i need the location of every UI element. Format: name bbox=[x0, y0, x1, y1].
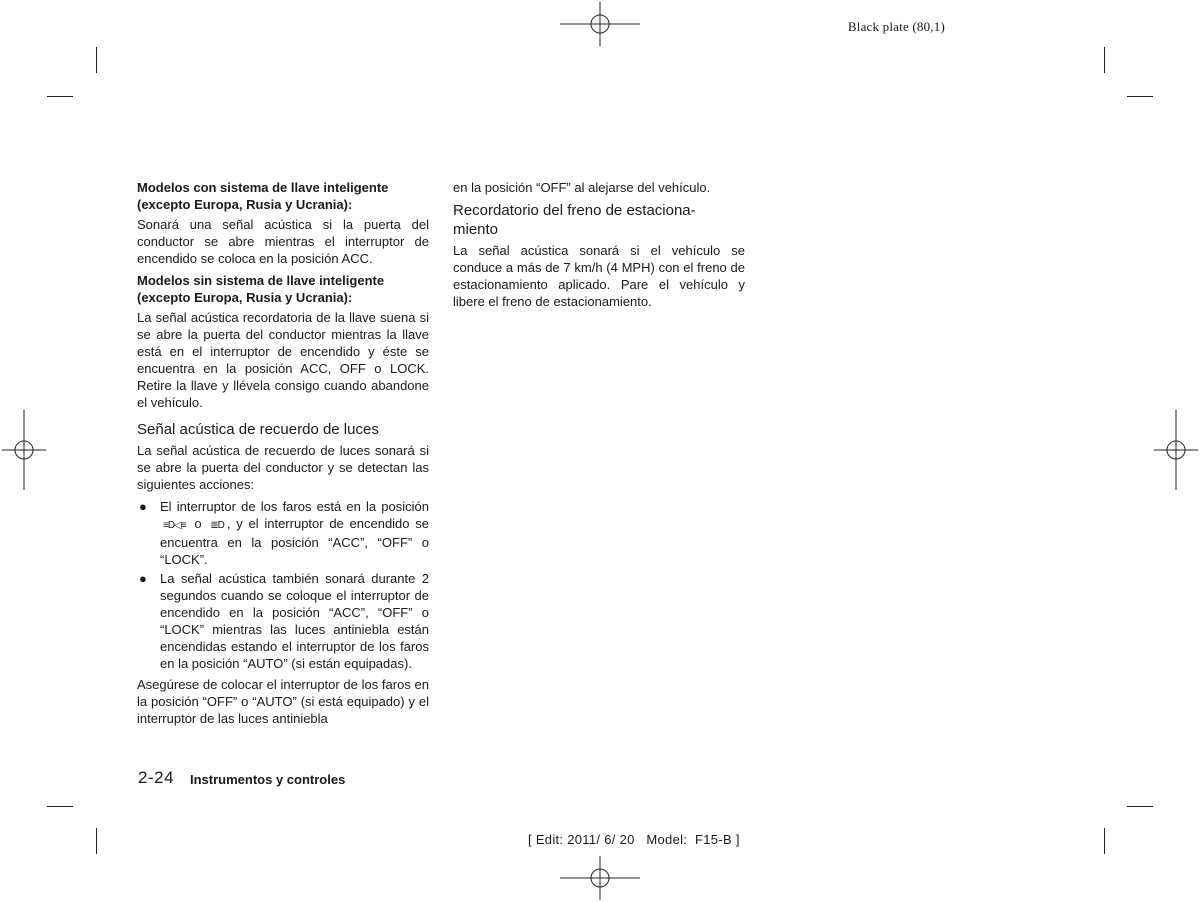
registration-crosshair-top bbox=[560, 2, 640, 46]
crop-mark bbox=[1104, 828, 1105, 854]
headlight-on-icon: ≣D bbox=[210, 520, 224, 531]
crop-mark bbox=[96, 47, 97, 73]
crop-mark bbox=[47, 806, 73, 807]
paragraph-smart-key: Sonará una señal acústica si la puerta del conductor se abre mientras el interruptor de encendido se coloca en la posición ACC. bbox=[137, 217, 429, 266]
heading-smart-key: Modelos con sistema de llave inteligente (excepto Europa, Rusia y Ucrania): bbox=[137, 180, 389, 212]
page-number: 2-24 bbox=[138, 768, 175, 787]
edit-info: [ Edit: 2011/ 6/ 20 Model: F15-B ] bbox=[528, 832, 740, 847]
crop-mark bbox=[1127, 96, 1153, 97]
plate-label: Black plate (80,1) bbox=[847, 19, 945, 34]
heading-no-smart-key: Modelos sin sistema de llave inteligente (excepto Europa, Rusia y Ucrania): bbox=[137, 273, 385, 305]
list-item: ● El interruptor de los faros está en la posición ≡D◁≡ o ≣D , y el interruptor de encendido se encuentra en la posición “ACC”, “OFF” o “LOCK”. bbox=[139, 499, 429, 567]
section-title-parking-brake: Recordatorio del freno de estaciona-miento bbox=[453, 202, 696, 238]
crop-mark bbox=[1127, 806, 1153, 807]
section-title-light-reminder: Señal acústica de recuerdo de luces bbox=[137, 421, 379, 438]
left-column bbox=[137, 179, 429, 732]
crop-mark bbox=[96, 828, 97, 854]
bullet-list bbox=[137, 498, 429, 672]
right-column bbox=[453, 179, 745, 315]
crop-mark bbox=[1104, 47, 1105, 73]
headlight-position-icon: ≡D◁≡ bbox=[163, 520, 186, 531]
registration-crosshair-right bbox=[1154, 410, 1198, 490]
list-item: ● La señal acústica también sonará durante 2 segundos cuando se coloque el interruptor de encendido en la posición “ACC”, “OFF” o “LOCK” mientras las luces antiniebla están encendidas estando el interruptor de los faros en la posición “AUTO” (si están equipadas). bbox=[139, 571, 429, 671]
bullet-icon: ● bbox=[139, 571, 147, 586]
registration-crosshair-left bbox=[2, 410, 46, 490]
crop-mark bbox=[47, 96, 73, 97]
paragraph-parking-brake: La señal acústica sonará si el vehículo se conduce a más de 7 km/h (4 MPH) con el freno de estacionamiento aplicado. Pare el vehículo y libere el freno de estacionamiento. bbox=[453, 243, 745, 309]
paragraph-reminder-note: Asegúrese de colocar el interruptor de los faros en la posición “OFF” o “AUTO” (si está equipado) y el interruptor de las luces antiniebla bbox=[137, 677, 429, 726]
page-section-title: Instrumentos y controles bbox=[190, 772, 346, 787]
paragraph-light-reminder: La señal acústica de recuerdo de luces sonará si se abre la puerta del conductor y se detectan las siguientes acciones: bbox=[137, 443, 429, 492]
paragraph-continued: en la posición “OFF” al alejarse del vehículo. bbox=[453, 180, 711, 195]
paragraph-no-smart-key: La señal acústica recordatoria de la llave suena si se abre la puerta del conductor mientras la llave está en el interruptor de encendido y éste se encuentra en la posición ACC, OFF o LOCK. Retire la llave y llévela consigo cuando abandone el vehículo. bbox=[137, 310, 429, 410]
bullet-icon: ● bbox=[139, 499, 147, 514]
registration-crosshair-bottom bbox=[560, 856, 640, 900]
